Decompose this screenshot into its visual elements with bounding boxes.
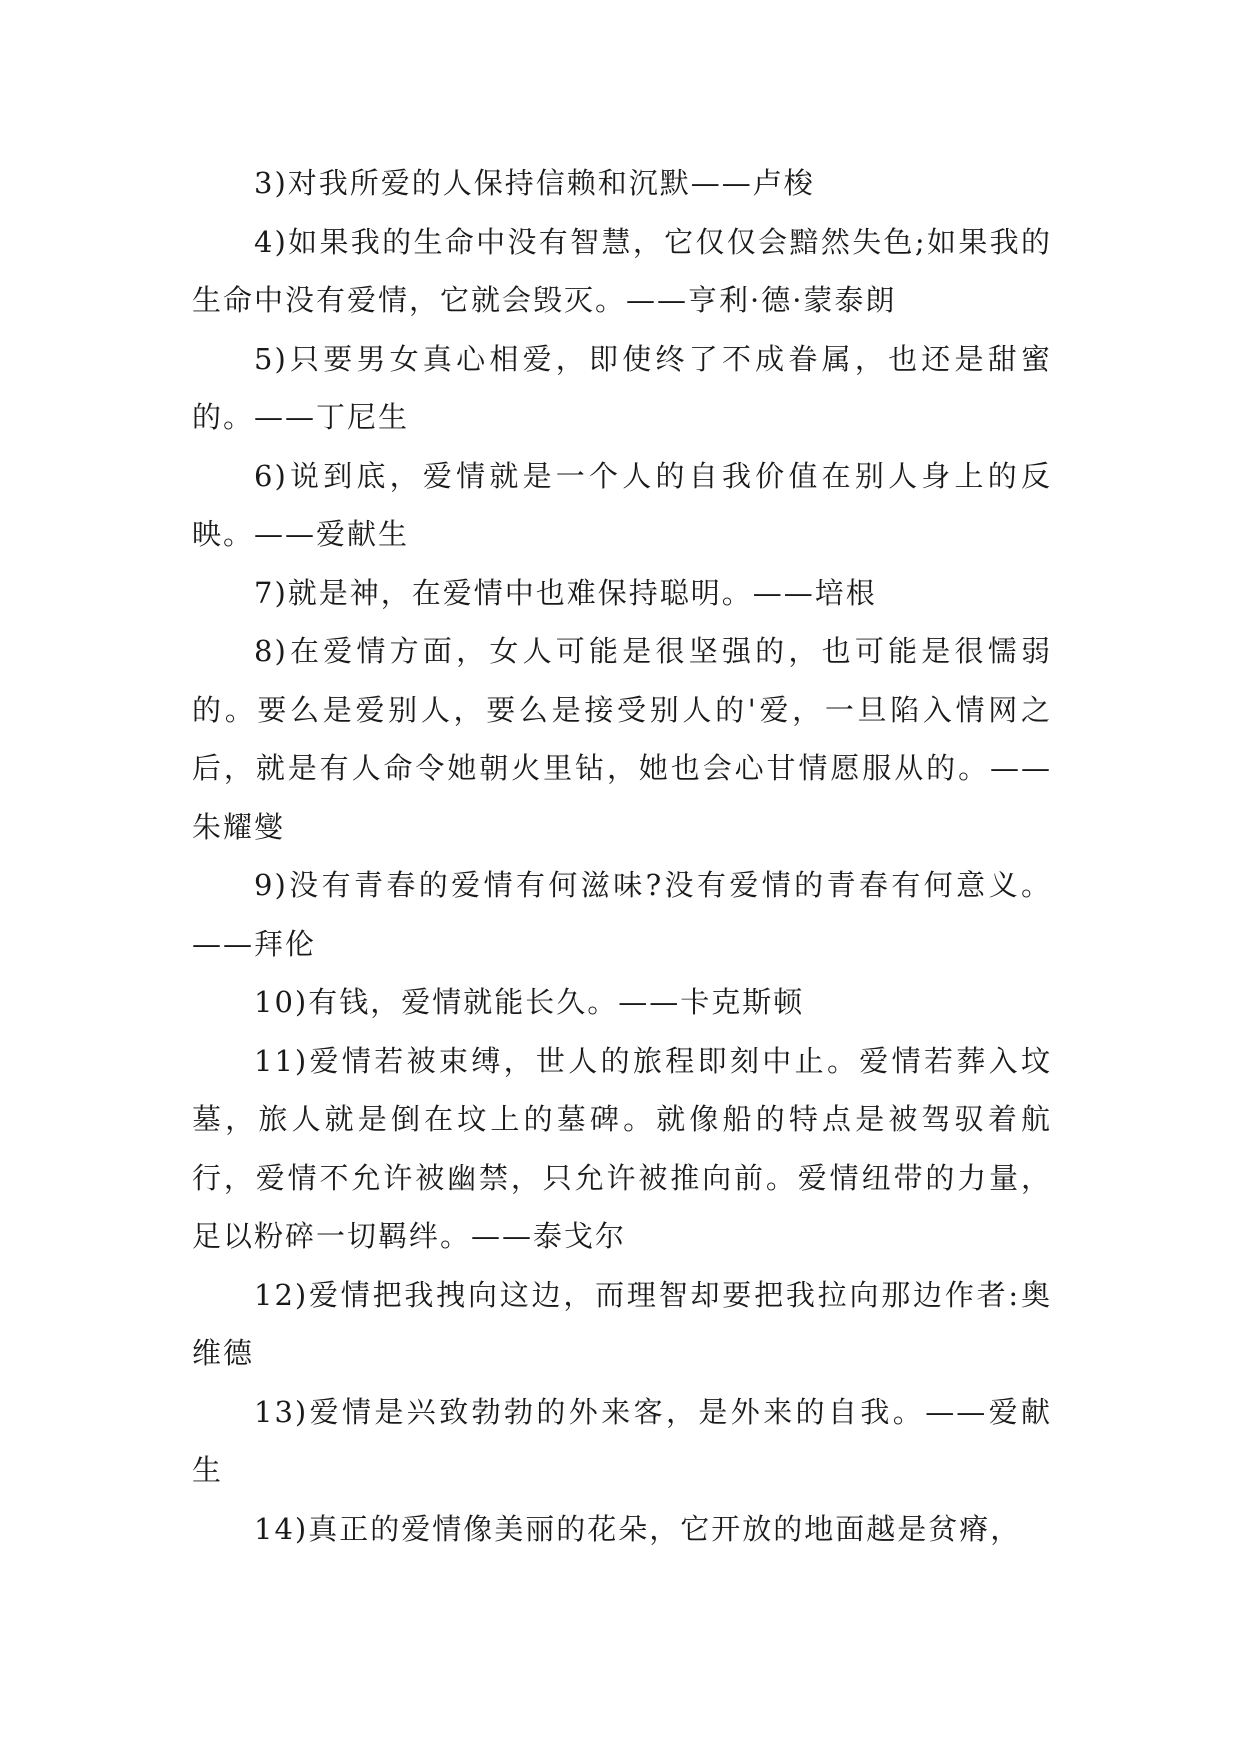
quote-paragraph: 12)爱情把我拽向这边，而理智却要把我拉向那边作者:奥维德 [192,1277,1052,1370]
quote-paragraph: 4)如果我的生命中没有智慧，它仅仅会黯然失色;如果我的生命中没有爱情，它就会毁灭。——亨利·德·蒙泰朗 [192,224,1052,317]
quote-paragraph: 11)爱情若被束缚，世人的旅程即刻中止。爱情若葬入坟墓，旅人就是倒在坟上的墓碑。就像船的特点是被驾驭着航行，爱情不允许被幽禁，只允许被推向前。爱情纽带的力量，足以粉碎一切羁绊。——泰戈尔 [192,1043,1052,1253]
quote-paragraph: 14)真正的爱情像美丽的花朵，它开放的地面越是贫瘠， [254,1511,1022,1546]
quote-paragraph: 9)没有青春的爱情有何滋味?没有爱情的青春有何意义。——拜伦 [192,868,1052,961]
quote-paragraph: 6)说到底，爱情就是一个人的自我价值在别人身上的反映。——爱献生 [192,458,1052,551]
document-body [192,154,1052,1558]
quote-paragraph: 3)对我所爱的人保持信赖和沉默——卢梭 [254,166,815,200]
quote-paragraph: 10)有钱，爱情就能长久。——卡克斯顿 [254,985,805,1019]
quote-paragraph: 5)只要男女真心相爱，即使终了不成眷属，也还是甜蜜的。——丁尼生 [192,341,1052,434]
quote-paragraph: 8)在爱情方面，女人可能是很坚强的，也可能是很懦弱的。要么是爱别人，要么是接受别人的'爱，一旦陷入情网之后，就是有人命令她朝火里钻，她也会心甘情愿服从的。——朱耀燮 [192,634,1052,844]
quote-paragraph: 13)爱情是兴致勃勃的外来客，是外来的自我。——爱献生 [192,1394,1052,1487]
quote-paragraph: 7)就是神，在爱情中也难保持聪明。——培根 [254,575,877,610]
